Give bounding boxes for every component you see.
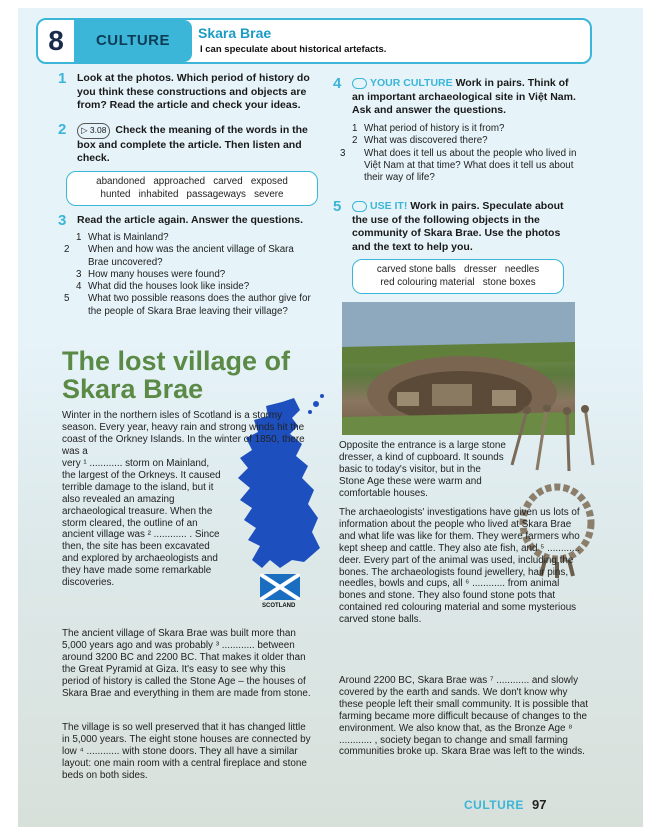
article-paragraph-1b: very ¹ ............ storm on Mainland, the largest of the Orkneys. It caused terrible damage to the island, but it also revealed an amazing archaeological treasure. When the storm cleared, the outline of an ancient village was ² ............ . Since then, the site has been excavated and explored by archaeologists and they have made some remarkable discoveries. [62, 458, 221, 589]
article-paragraph-1a: Winter in the northern isles of Scotland is a stormy season. Every year, heavy rain and strong winds hit the coast of the Orkney Islands. In the winter of 1850, there was a [62, 410, 305, 457]
section-tag: CULTURE [74, 20, 192, 62]
question-item: 1 What period of history is it from? [352, 123, 505, 134]
word-box-line-1: abandoned approached carved exposed [96, 176, 288, 187]
article-title-line-1: The lost village of [62, 346, 291, 376]
exercise-4-instruction [352, 77, 580, 118]
exercise-4-questions [340, 123, 580, 184]
exercise-5-text: Work in pairs. Speculate about the use of the following objects in the community of Skara Brae. Use the photos and the text to help you. [352, 200, 564, 253]
question-item: 2 What was discovered there? [352, 135, 488, 147]
lesson-title: Skara Brae [198, 25, 272, 41]
map-label: SCOTLAND [262, 603, 296, 609]
article-paragraph-4: Opposite the entrance is a large stone dresser, a kind of cupboard. It sounds basic to today's visitor, but in the Stone Age these were warm and comfortable houses. [339, 440, 506, 499]
article-paragraph-2: The ancient village of Skara Brae was built more than 5,000 years ago and was probably ³ ............ between around 3200 BC and 2200 BC. That makes it older than the Great Pyramid at Giza. It's easy to see why this period of history is called the Stone Age – the houses of Skara Brae and everything in them are made from stone. [62, 628, 311, 699]
exercise-2-number: 2 [58, 121, 67, 138]
speech-bubble-icon [352, 78, 367, 89]
question-item: 4 What did the houses look like inside? [76, 281, 250, 293]
footer-section-label: CULTURE [464, 798, 524, 812]
exercise-2-text: Check the meaning of the words in the box and complete the article. Then listen and check. [77, 124, 308, 164]
exercise-4-number: 4 [333, 75, 342, 92]
object-box-line-1: carved stone balls dresser needles [376, 264, 540, 275]
unit-number: 8 [48, 25, 64, 56]
question-item: 3 What does it tell us about the people who lived in Việt Nam at that time? What does it tell us about their way of life? [340, 147, 577, 184]
use-it-label: USE IT! [370, 200, 408, 212]
audio-track-button[interactable]: ▷ 3.08 [77, 123, 110, 139]
exercise-3-number: 3 [58, 212, 67, 229]
exercise-3-questions [64, 232, 316, 318]
scotland-flag [260, 574, 300, 600]
article-paragraph-3: The village is so well preserved that it has changed little in 5,000 years. The eight stone houses are connected by low ⁴ ............ with stone doors. They all have a similar layout: one main room with a central fireplace and stone beds on both sides. [62, 722, 311, 781]
article-paragraph-5: The archaeologists' investigations have given us lots of information about the people who lived at Skara Brae and what life was like for them. They were farmers who kept sheep and cattle. They also ate fish, and ⁵ ............ deer. Every part of the animal was used, including the bones. The archaeologists found jewellery, hair pins, needles, bowls and cups, all ⁶ ............ from animal bones and stone. They also found stone pots that contained red colouring material and some mysterious carved stone balls. [339, 507, 581, 626]
exercise-3-text: Read the article again. Answer the questions. [77, 214, 304, 226]
exercise-4-text: Work in pairs. Think of an important archaeological site in Việt Nam. Ask and answer the questions. [352, 77, 576, 116]
question-item: 5 What two possible reasons does the author give for the people of Skara Brae leaving their village? [64, 293, 311, 317]
question-item: 3 How many houses were found? [76, 268, 226, 280]
your-culture-label: YOUR CULTURE [370, 77, 453, 89]
word-box-line-2: hunted inhabited passageways severe [100, 189, 284, 200]
lesson-objective: I can speculate about historical artefacts. [200, 44, 387, 55]
exercise-1-number: 1 [58, 70, 67, 87]
article-paragraph-6: Around 2200 BC, Skara Brae was ⁷ ............ and slowly covered by the earth and sands. We don't know why these people left their small community. It is possible that farming became more difficult because of changes to the environment. We also know that, as the Bronze Age ⁸ ............ , society began to change and small farming communities broke up. Skara Brae was left to the winds. [339, 675, 589, 758]
bone-pins-photo [507, 405, 597, 475]
exercise-5-number: 5 [333, 198, 342, 215]
saltire-icon [260, 574, 300, 600]
question-item: 1 What is Mainland? [76, 232, 169, 243]
object-box-line-2: red colouring material stone boxes [380, 277, 536, 288]
exercise-1-text: Look at the photos. Which period of history do you think these constructions and objects are from? Read the article and check your ideas. [77, 72, 310, 111]
exercise-5-instruction [352, 200, 580, 254]
audio-track-number: 3.08 [89, 125, 107, 135]
speech-bubble-icon [352, 201, 367, 212]
lesson-header [36, 18, 592, 64]
object-box [352, 259, 564, 294]
word-box [66, 171, 318, 206]
article-title-line-2: Skara Brae [62, 374, 204, 404]
page-number: 97 [532, 797, 547, 812]
question-item: 2 When and how was the ancient village of Skara Brae uncovered? [64, 244, 294, 268]
exercise-2-instruction [77, 123, 317, 166]
